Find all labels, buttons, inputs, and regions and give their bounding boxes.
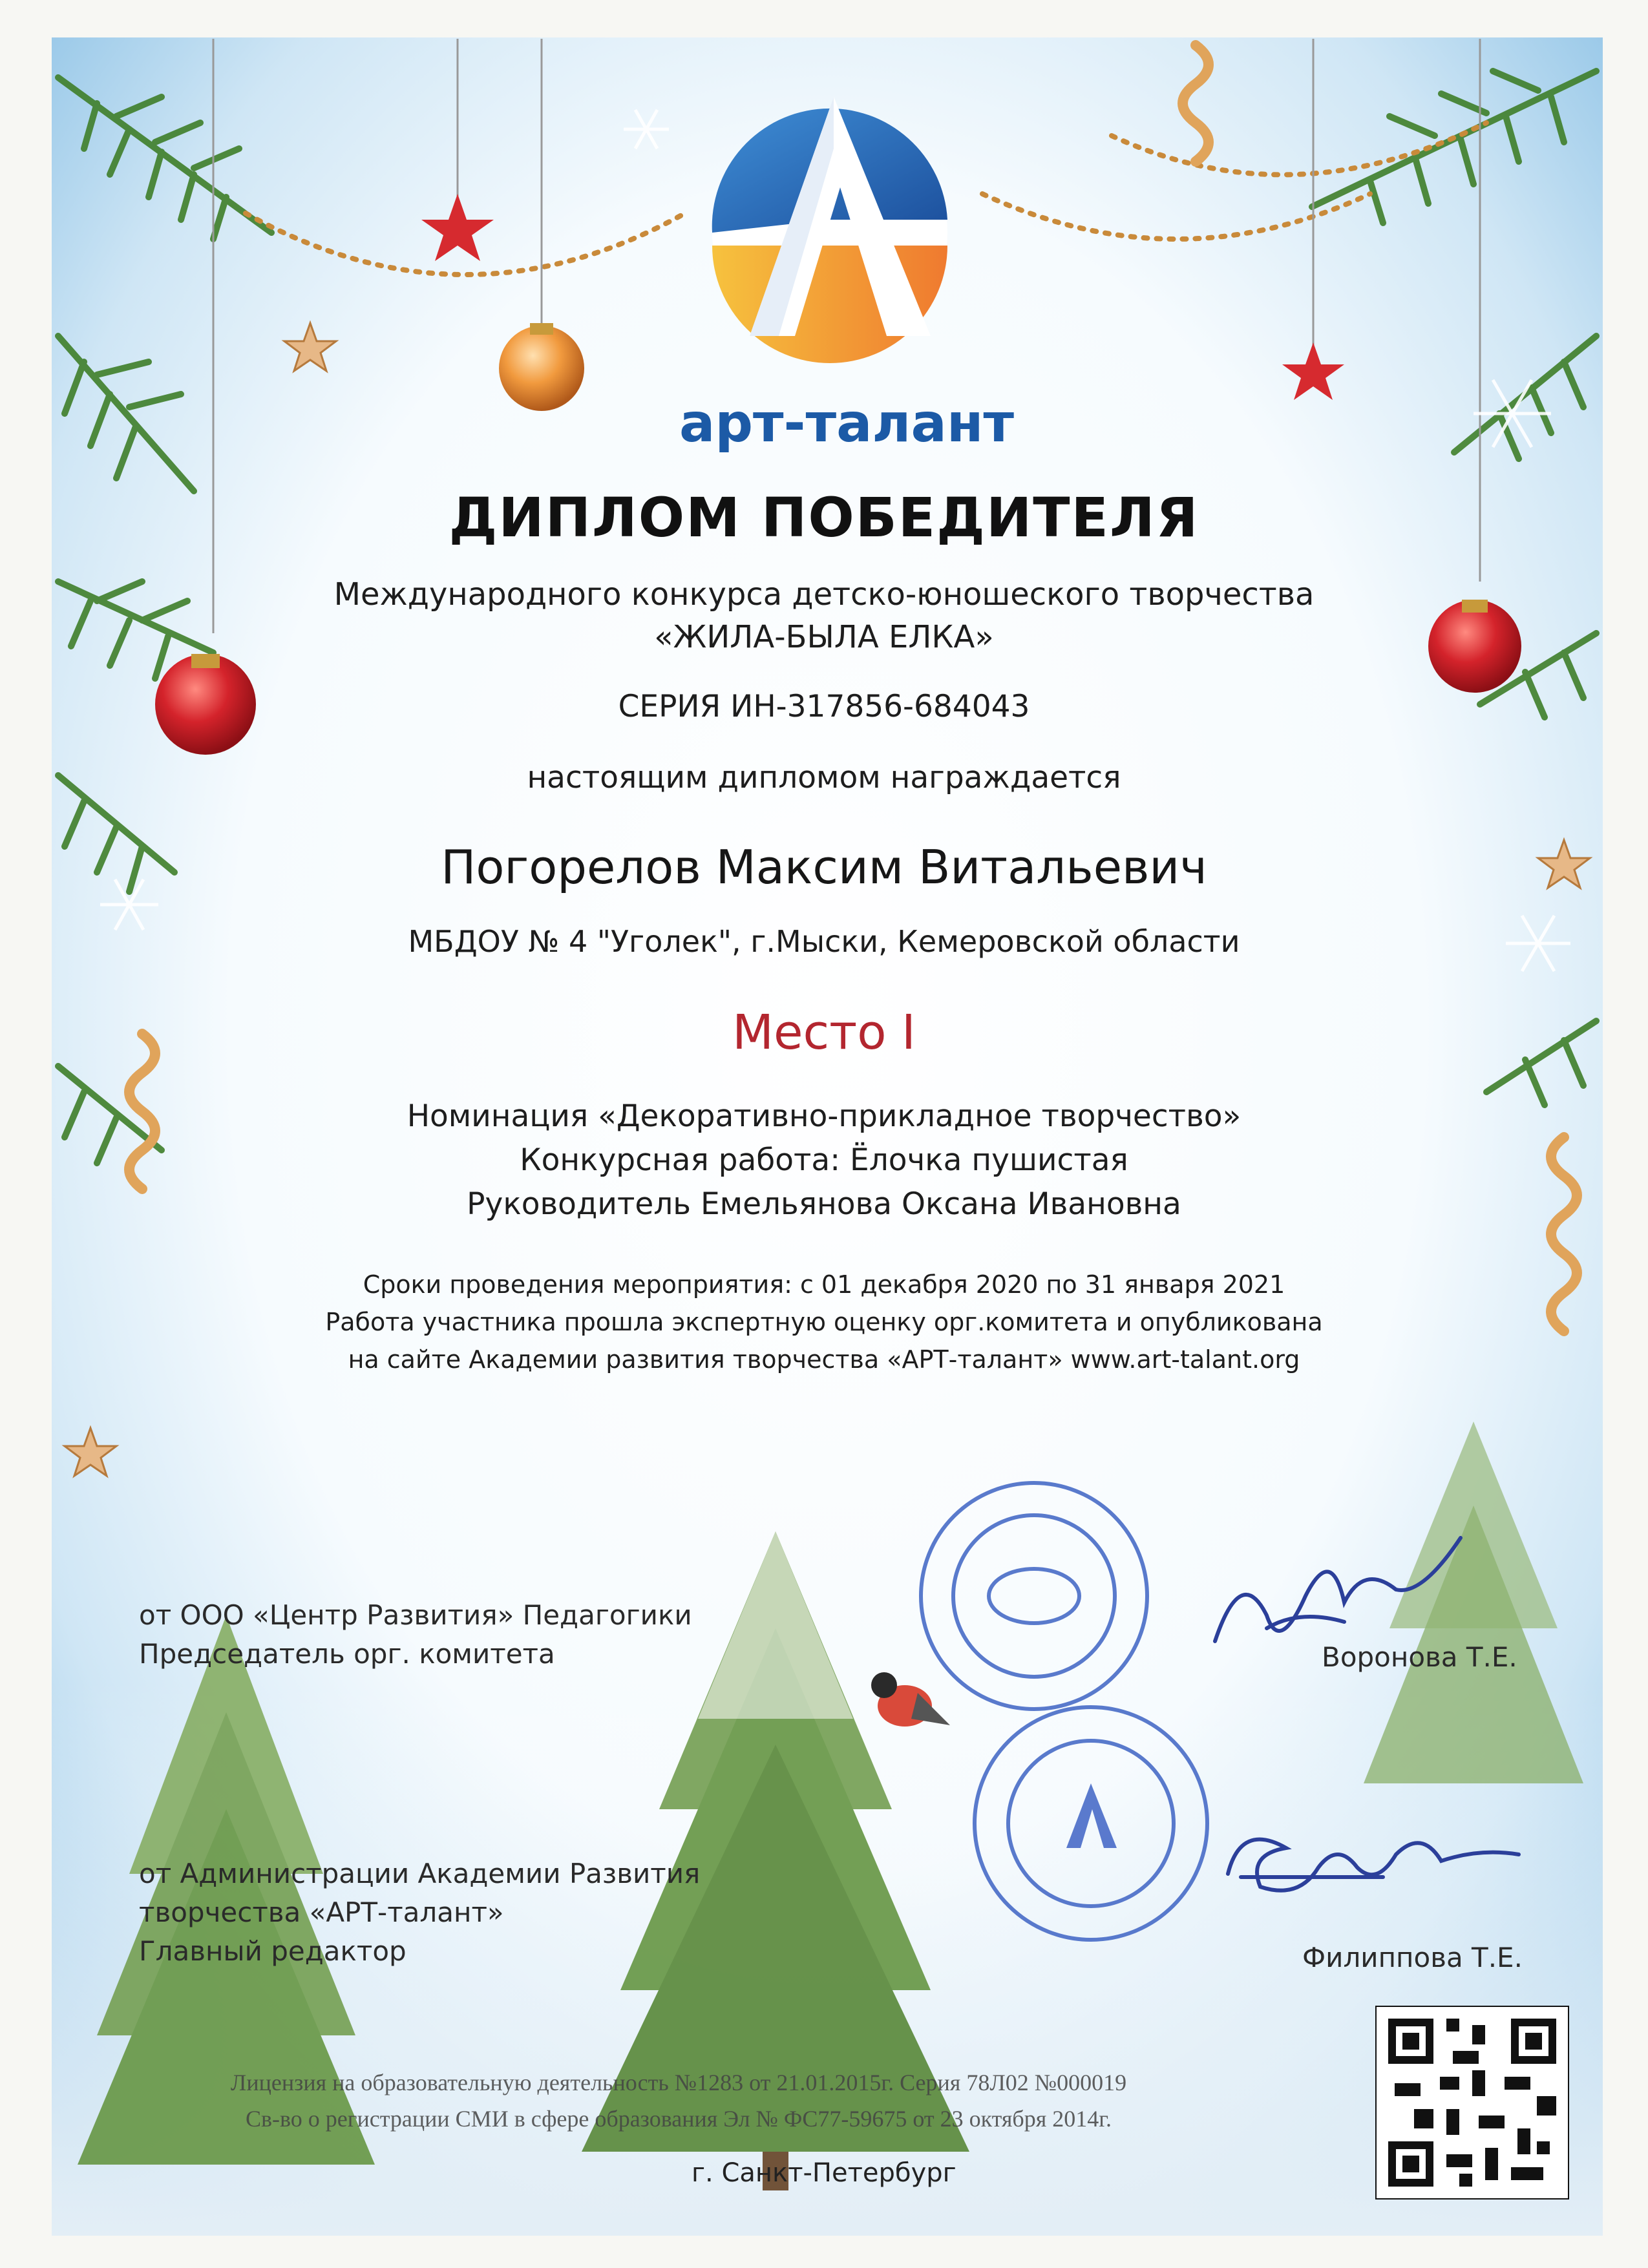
orange-ornament [499,326,584,411]
brand-logo-text: арт-талант [679,393,1015,454]
signer-org-line: от Администрации Академии Развития [139,1858,701,1889]
review-note-line1: Работа участника прошла экспертную оценку орг.комитета и опубликована [325,1308,1323,1336]
media-registration-line: Св-во о регистрации СМИ в сфере образования Эл № ФС77-59675 от 23 октября 2014г. [245,2106,1112,2132]
signer-name-voronova: Воронова Т.Е. [1322,1641,1517,1673]
event-dates: Сроки проведения мероприятия: с 01 декабря 2020 по 31 января 2021 [363,1270,1285,1299]
nomination: Номинация «Декоративно-прикладное творчество» [407,1098,1241,1134]
diploma-title: ДИПЛОМ ПОБЕДИТЕЛЯ [449,486,1199,549]
series-number: СЕРИЯ ИН-317856-684043 [618,689,1030,724]
signer-org-line: от ООО «Центр Развития» Педагогики [139,1599,692,1631]
place-award: Место I [732,1005,916,1060]
winner-organization: МБДОУ № 4 "Уголек", г.Мыски, Кемеровской области [408,924,1240,959]
review-note-line2: на сайте Академии развития творчества «АРТ-талант» www.art-talant.org [348,1345,1300,1374]
contest-name: «ЖИЛА-БЫЛА ЕЛКА» [654,619,994,655]
signature-block-crp [139,1596,692,1674]
signature-block-art-talant [139,1854,700,1971]
signer-role-line: Главный редактор [139,1935,407,1967]
contest-description: Международного конкурса детско-юношеского творчества [333,576,1315,613]
signer-role-line: Председатель орг. комитета [139,1638,555,1670]
contest-work: Конкурсная работа: Ёлочка пушистая [520,1142,1128,1178]
leader-name: Руководитель Емельянова Оксана Ивановна [467,1186,1181,1222]
awarded-text: настоящим дипломом награждается [527,760,1121,795]
signer-org-line-2: творчества «АРТ-талант» [139,1896,504,1928]
signer-name-filippova: Филиппова Т.Е. [1302,1942,1523,1973]
qr-code [1375,2006,1569,2200]
city: г. Санкт-Петербург [692,2158,956,2188]
license-line: Лицензия на образовательную деятельность №1283 от 21.01.2015г. Серия 78Л02 №000019 [230,2070,1127,2095]
winner-name: Погорелов Максим Витальевич [441,840,1207,894]
